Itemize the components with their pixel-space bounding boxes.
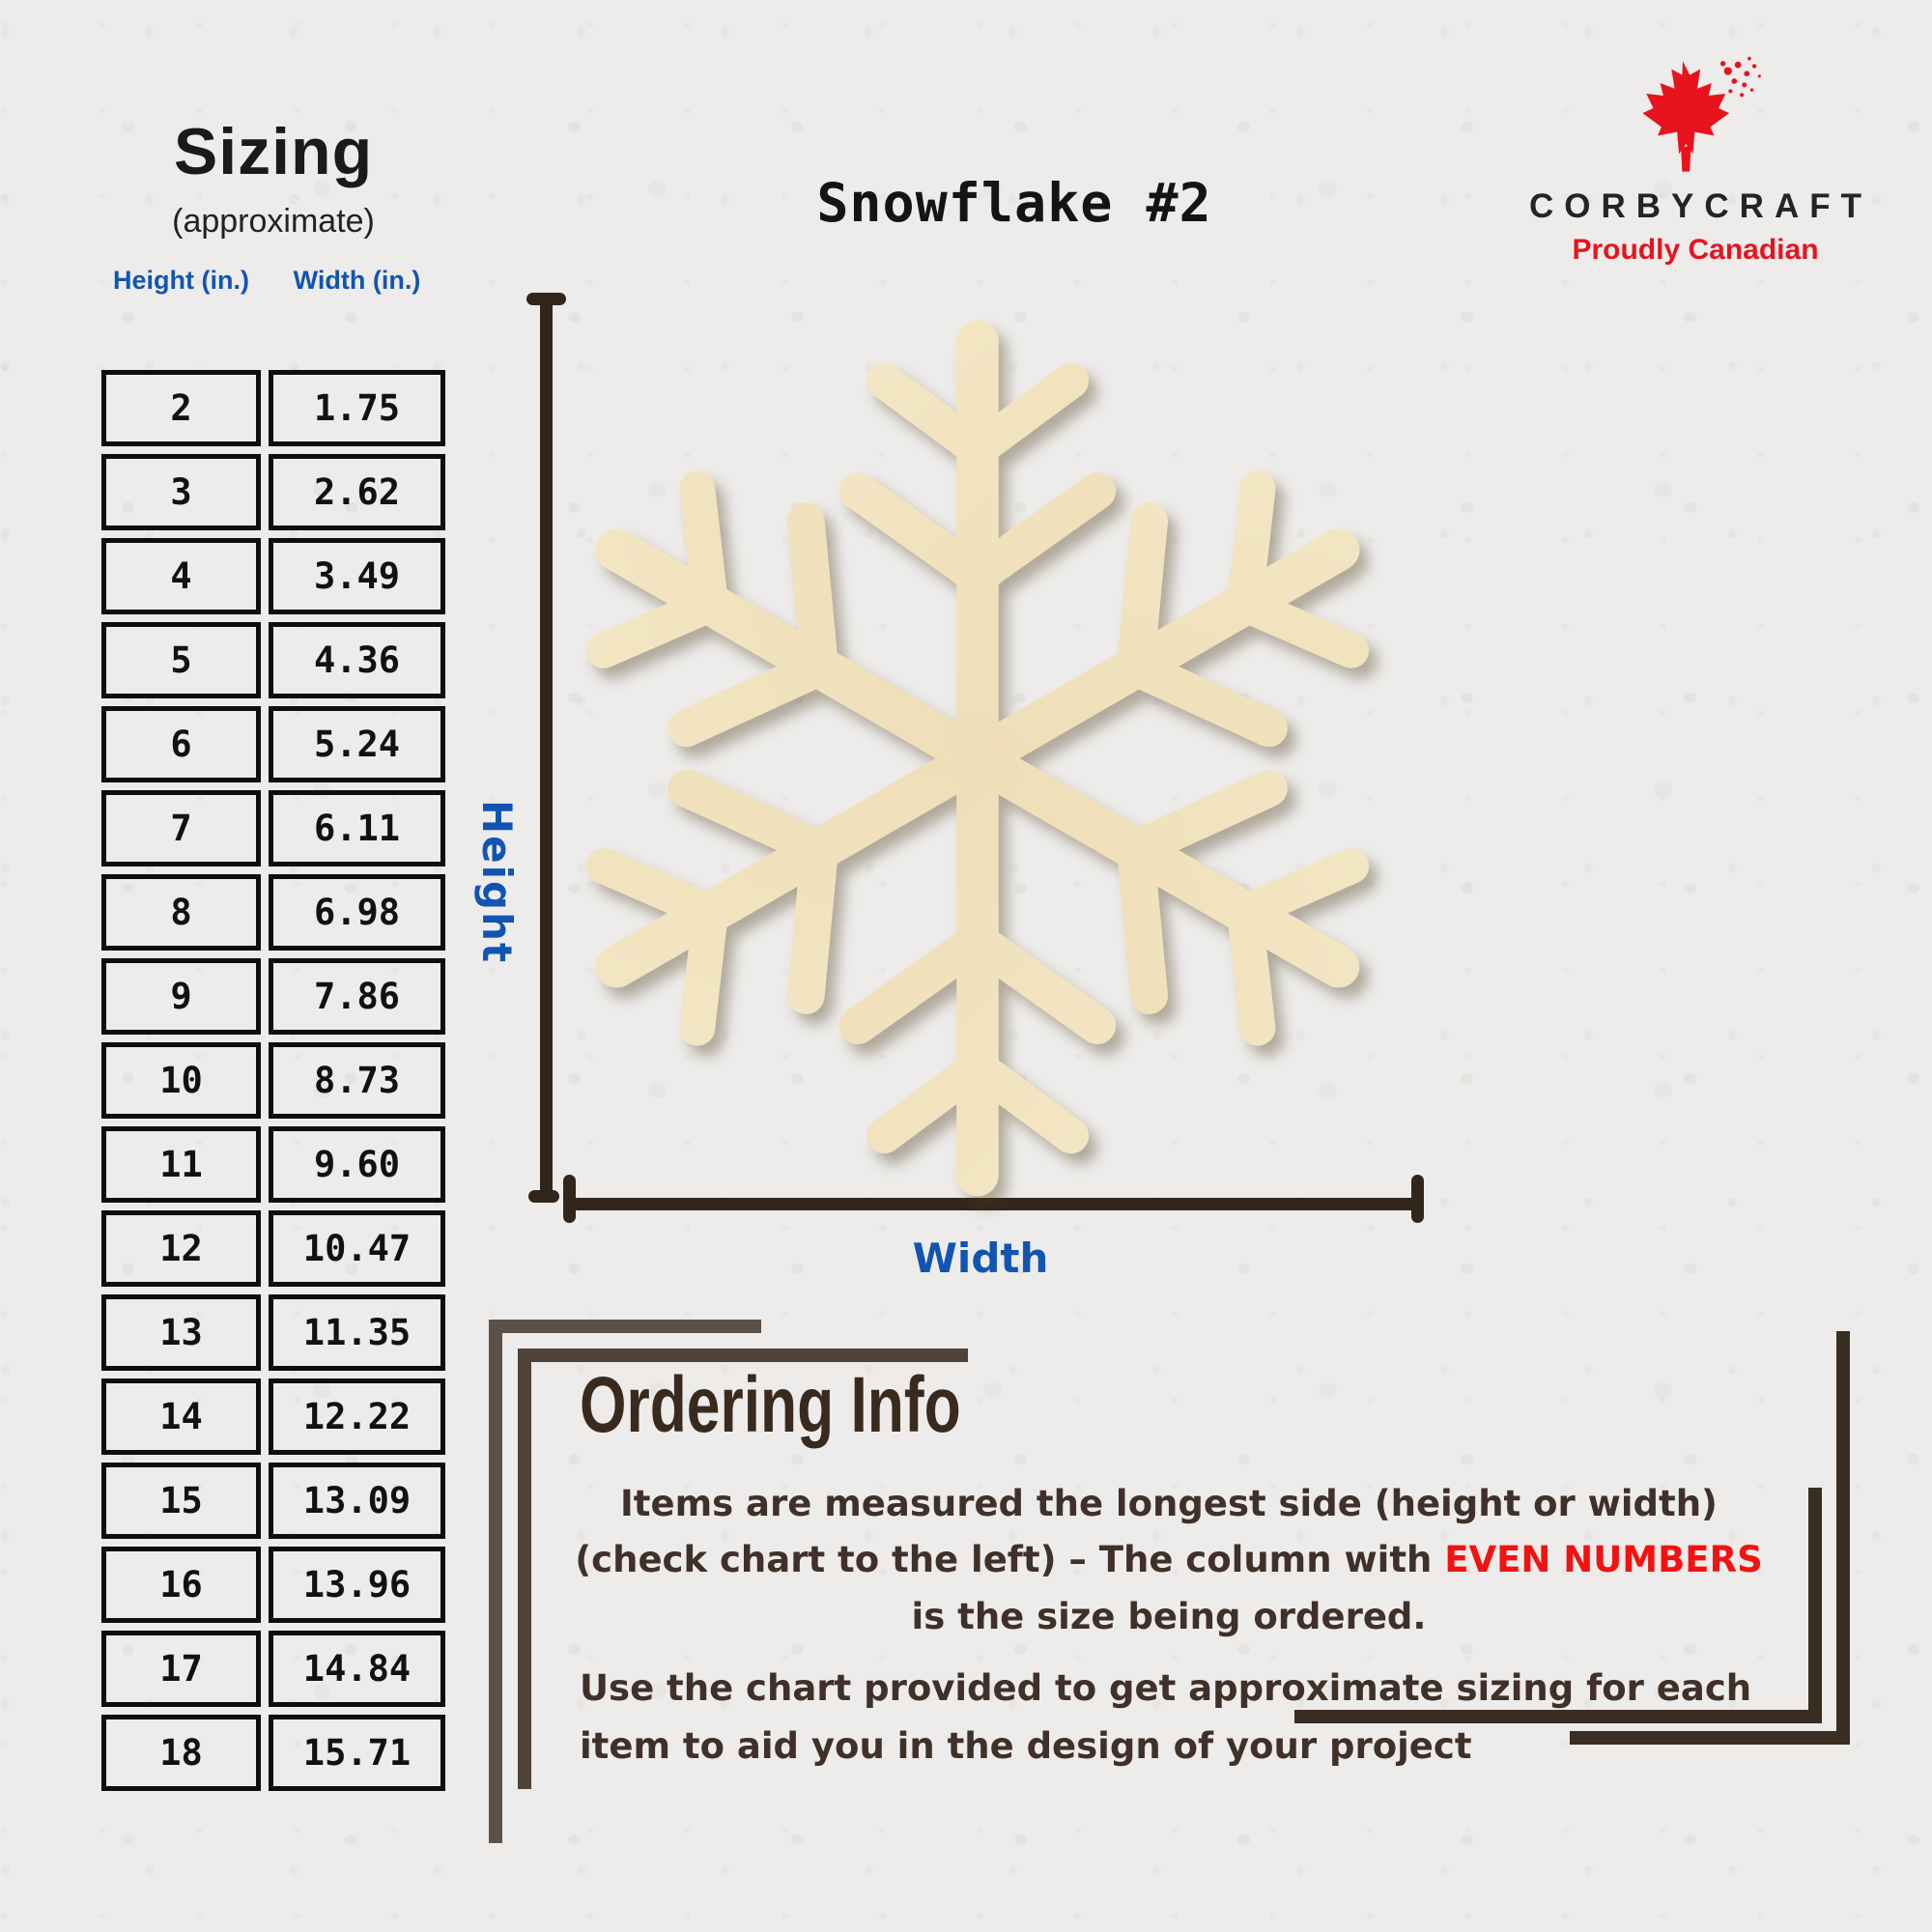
width-cell: 13.09 [269,1463,445,1539]
height-dimension-label: Height [473,800,521,965]
ordering-info-title: Ordering Info [580,1361,961,1449]
sizing-subtitle: (approximate) [172,203,375,240]
width-cell: 8.73 [269,1042,445,1119]
width-cell: 13.96 [269,1547,445,1623]
height-column-header: Height (in.) [113,266,249,295]
height-cell: 2 [101,370,261,446]
width-cell: 6.98 [269,874,445,951]
height-cell: 18 [101,1715,261,1791]
height-cell: 12 [101,1210,261,1287]
product-title: Snowflake #2 [816,172,1212,234]
sizing-title: Sizing [173,115,374,188]
brand-logo [1502,56,1889,267]
bracket-top-left-inner-vertical [518,1349,531,1789]
bracket-bottom-right-inner-vertical [1808,1488,1822,1723]
width-cell: 4.36 [269,622,445,698]
bracket-top-left-outer-horizontal [489,1320,761,1333]
height-cell: 14 [101,1378,261,1455]
brand-tagline: Proudly Canadian [1572,234,1819,266]
width-cell: 10.47 [269,1210,445,1287]
width-column-header: Width (in.) [293,266,421,295]
height-cell: 6 [101,706,261,782]
height-cell: 7 [101,790,261,867]
height-cell: 5 [101,622,261,698]
bracket-top-left-outer-vertical [489,1320,502,1843]
width-cell: 15.71 [269,1715,445,1791]
snowflake-image [548,304,1407,1212]
width-cell: 6.11 [269,790,445,867]
p1-text-before: Items are measured the longest side (height or width) (check chart to the left) – The column with [575,1483,1718,1581]
width-line-right-cap [1411,1175,1424,1223]
p1-text-after: is the size being ordered. [911,1595,1427,1637]
p1-highlight: EVEN NUMBERS [1444,1539,1763,1581]
height-cell: 16 [101,1547,261,1623]
table-column-headers [101,266,445,296]
width-dimension-label: Width [912,1235,1049,1282]
width-cell: 1.75 [269,370,445,446]
ordering-info-paragraph-1 [565,1476,1773,1645]
width-cell: 9.60 [269,1126,445,1203]
width-cell: 3.49 [269,538,445,614]
height-cell: 9 [101,958,261,1035]
height-cell: 4 [101,538,261,614]
width-cell: 12.22 [269,1378,445,1455]
height-cell: 10 [101,1042,261,1119]
sizing-header-block [101,114,445,296]
width-cell: 11.35 [269,1294,445,1371]
sizing-table [101,370,445,1791]
width-cell: 7.86 [269,958,445,1035]
height-cell: 13 [101,1294,261,1371]
height-cell: 15 [101,1463,261,1539]
maple-leaf-icon [1599,56,1792,182]
width-cell: 2.62 [269,454,445,530]
height-cell: 17 [101,1631,261,1707]
width-cell: 5.24 [269,706,445,782]
ordering-info-paragraph-2: Use the chart provided to get approximate sizing for each item to aid you in the design of your project [580,1667,1752,1767]
height-cell: 11 [101,1126,261,1203]
bracket-bottom-right-outer-vertical [1836,1331,1850,1745]
width-cell: 14.84 [269,1631,445,1707]
height-cell: 8 [101,874,261,951]
height-cell: 3 [101,454,261,530]
brand-name: CORBYCRAFT [1529,187,1872,225]
